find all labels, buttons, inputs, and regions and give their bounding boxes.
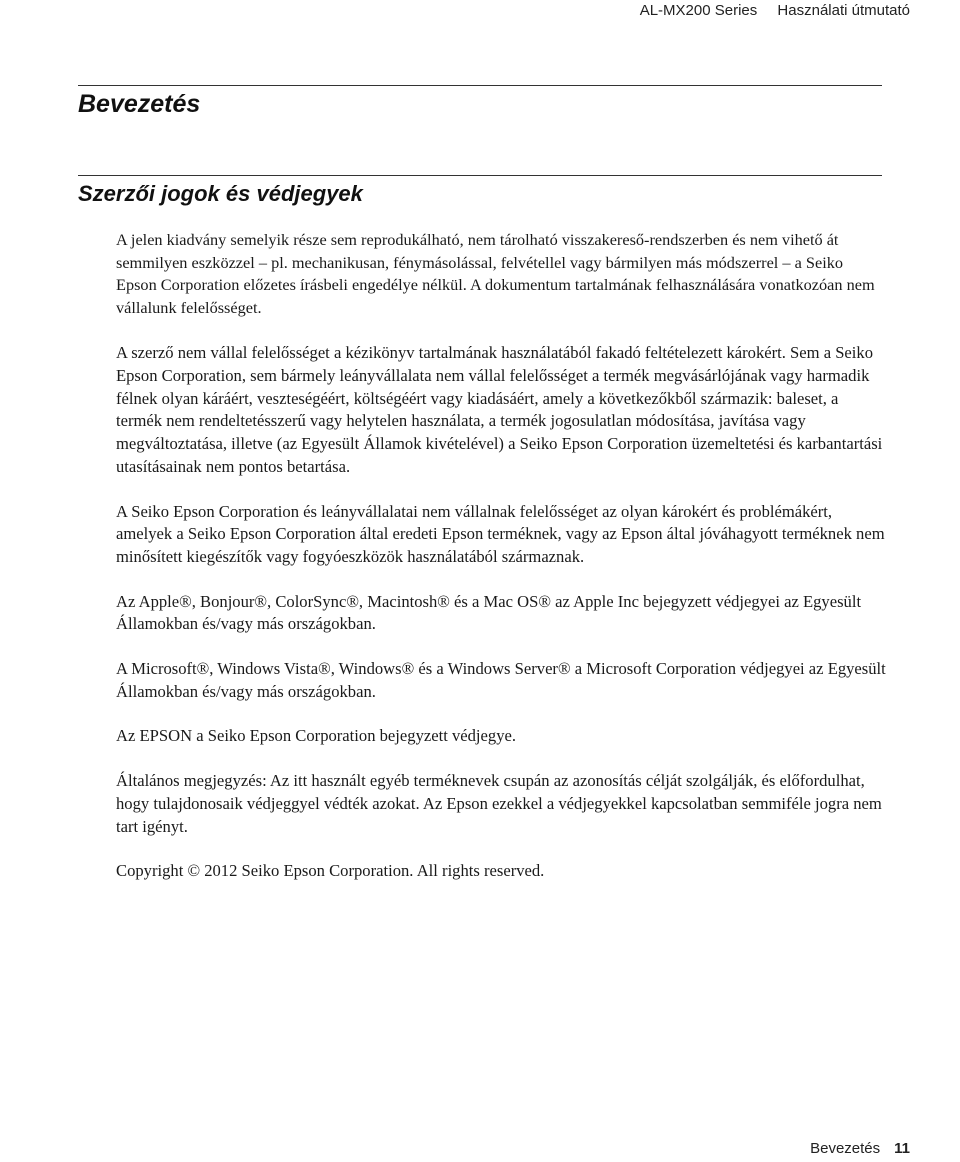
- footer-section-name: Bevezetés: [810, 1140, 881, 1157]
- paragraph-liability: A szerző nem vállal felelősséget a kézikönyv tartalmának használatából fakadó feltételezett károkért. Sem a Seiko Epson Corporation, sem bármely leányvállalata nem vállal felelősséget a termék megvásárlójának vagy harmadik félnek olyan káráért, veszteségéért, költségéért vagy kiadásáért, amely a következőkből származik: baleset, a termék nem rendeltetésszerű vagy helytelen használata, a termék jogosulatlan módosítása, javítása vagy megváltoztatása, illetve (az Egyesült Államok kivételével) a Seiko Epson Corporation üzemeltetési és karbantartási utasításainak nem pontos betartása.: [116, 343, 883, 476]
- paragraph-epson-trademark: Az EPSON a Seiko Epson Corporation bejegyzett védjegye.: [116, 726, 517, 746]
- paragraph-microsoft-trademarks: A Microsoft®, Windows Vista®, Windows® és a Windows Server® a Microsoft Corporation védjegyei az Egyesült Államokban és/vagy más országokban.: [116, 659, 886, 701]
- paragraph-apple-trademarks: Az Apple®, Bonjour®, ColorSync®, Macintosh® és a Mac OS® az Apple Inc bejegyzett védjegyei az Egyesült Államokban és/vagy más országokban.: [116, 591, 862, 634]
- footer-page-number: 11: [894, 1140, 910, 1157]
- paragraph-accessories: A Seiko Epson Corporation és leányvállalatai nem vállalnak felelősséget az olyan károkért és problémákért, amelyek a Seiko Epson Corporation által eredeti Epson terméknek, vagy az Epson által jóváhagyott terméknek nem minősített kiegészítők vagy fogyóeszközök használatából származnak.: [116, 501, 885, 566]
- header-product-name: AL-MX200 Series: [639, 2, 758, 19]
- section-rule: [78, 175, 882, 176]
- page-footer: [810, 1140, 910, 1157]
- paragraph-general-notice: Általános megjegyzés: Az itt használt egyéb terméknevek csupán az azonosítás célját szolgálják, és előfordulhat, hogy tulajdonosaik védjeggyel védték azokat. Az Epson ezekkel a védjegyekkel kapcsolatban semmiféle jogra nem tart igényt.: [116, 771, 882, 836]
- section-title: Szerzői jogok és védjegyek: [78, 181, 363, 206]
- chapter-title: Bevezetés: [78, 90, 201, 118]
- chapter-rule: [78, 85, 882, 86]
- page-header: [624, 0, 910, 22]
- header-guide-name: Használati útmutató: [777, 2, 910, 19]
- paragraph-copyright-restriction: A jelen kiadvány semelyik része sem reprodukálható, nem tárolható visszakereső-rendszerben és nem vihető át semmilyen eszközzel – pl. mechanikusan, fénymásolással, felvétellel vagy bármilyen más módszerrel – a Seiko Epson Corporation előzetes írásbeli engedélye nélkül. A dokumentum tartalmának felhasználására vonatkozóan nem vállalunk felelősséget.: [116, 230, 875, 318]
- paragraph-copyright-line: Copyright © 2012 Seiko Epson Corporation. All rights reserved.: [116, 861, 545, 881]
- body-content: [116, 229, 886, 905]
